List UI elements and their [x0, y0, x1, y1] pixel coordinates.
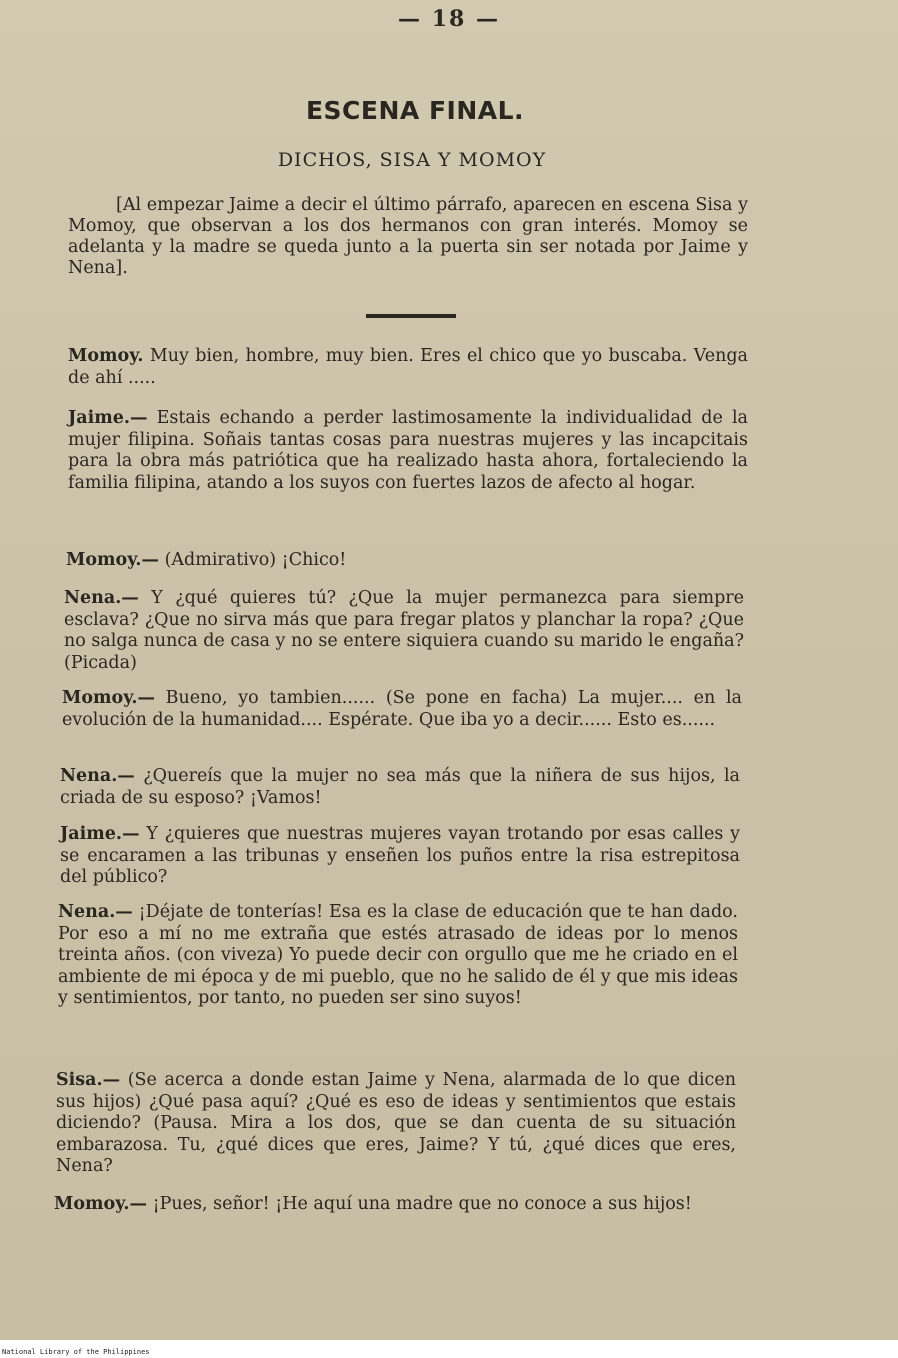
dialogue-text: (Se acerca a donde estan Jaime y Nena, alarmada de lo que dicen sus hijos) ¿Qué pasa aquí? ¿Qué es eso de ideas y sentimientos que estais diciendo? (Pausa. Mira a los dos, que se dan cuenta de su situación embarazosa. Tu, ¿qué dices que eres, Jaime? Y tú, ¿qué dices que eres, Nena? — [56, 1070, 736, 1176]
scene-subtitle: DICHOS, SISA Y MOMOY — [277, 149, 547, 171]
speaker-name: Momoy.— — [66, 550, 159, 570]
dialogue-entry — [62, 688, 742, 731]
dialogue-text: Bueno, yo tambien...... (Se pone en facha) La mujer.... en la evolución de la humanidad.... Espérate. Que iba yo a decir...... Esto es...... — [62, 688, 742, 730]
page-number: — 18 — — [398, 6, 500, 32]
dialogue-entry — [56, 1070, 736, 1178]
speaker-name: Jaime.— — [68, 408, 148, 428]
section-divider — [366, 314, 456, 318]
speaker-name: Momoy.— — [62, 688, 155, 708]
dialogue-text: Y ¿qué quieres tú? ¿Que la mujer permanezca para siempre esclava? ¿Que no sirva más que para fregar platos y planchar la ropa? ¿Que no salga nunca de casa y no se entere siquiera cuando su marido le engaña? (Picada) — [64, 588, 744, 673]
dialogue-entry — [58, 902, 738, 1010]
dialogue-text: ¡Pues, señor! ¡He aquí una madre que no conoce a sus hijos! — [152, 1194, 692, 1214]
speaker-name: Jaime.— — [60, 824, 140, 844]
dialogue-text: Muy bien, hombre, muy bien. Eres el chico que yo buscaba. Venga de ahí ..... — [68, 346, 748, 388]
dialogue-entry — [60, 766, 740, 809]
dialogue-entry — [66, 550, 746, 572]
dialogue-entry — [60, 824, 740, 889]
dialogue-entry — [68, 346, 748, 389]
dialogue-text: ¿Quereís que la mujer no sea más que la niñera de sus hijos, la criada de su esposo? ¡Vamos! — [60, 766, 740, 808]
speaker-name: Sisa.— — [56, 1070, 121, 1090]
speaker-name: Nena.— — [64, 588, 139, 608]
speaker-name: Nena.— — [58, 902, 133, 922]
dialogue-entry — [68, 408, 748, 494]
footer-credit: National Library of the Philippines — [2, 1348, 150, 1356]
speaker-name: Momoy. — [68, 346, 144, 366]
dialogue-entry — [54, 1194, 734, 1216]
dialogue-text: (Admirativo) ¡Chico! — [164, 550, 347, 570]
dialogue-entry — [64, 588, 744, 674]
dialogue-text: Estais echando a perder lastimosamente la individualidad de la mujer filipina. Soñais tantas cosas para nuestras mujeres y las incapcitais para la obra más patriótica que ha realizado hasta ahora, fortaleciendo la familia filipina, atando a los suyos con fuertes lazos de afecto al hogar. — [68, 408, 748, 493]
dialogue-text: ¡Déjate de tonterías! Esa es la clase de educación que te han dado. Por eso a mí no me extraña que estés atrasado de ideas por lo menos treinta años. (con viveza) Yo puede decir con orgullo que me he criado en el ambiente de mi época y de mi pueblo, que no he salido de él y que mis ideas y sentimientos, por tanto, no pueden ser sino suyos! — [58, 902, 738, 1008]
speaker-name: Nena.— — [60, 766, 135, 786]
dialogue-text: Y ¿quieres que nuestras mujeres vayan trotando por esas calles y se encaramen a las tribunas y enseñen los puños entre la risa estrepitosa del público? — [60, 824, 740, 887]
scene-title: ESCENA FINAL. — [305, 96, 525, 125]
stage-direction: [Al empezar Jaime a decir el último párrafo, aparecen en escena Sisa y Momoy, que observan a los dos hermanos con gran interés. Momoy se adelanta y la madre se queda junto a la puerta sin ser notada por Jaime y Nena]. — [68, 195, 748, 278]
speaker-name: Momoy.— — [54, 1194, 147, 1214]
